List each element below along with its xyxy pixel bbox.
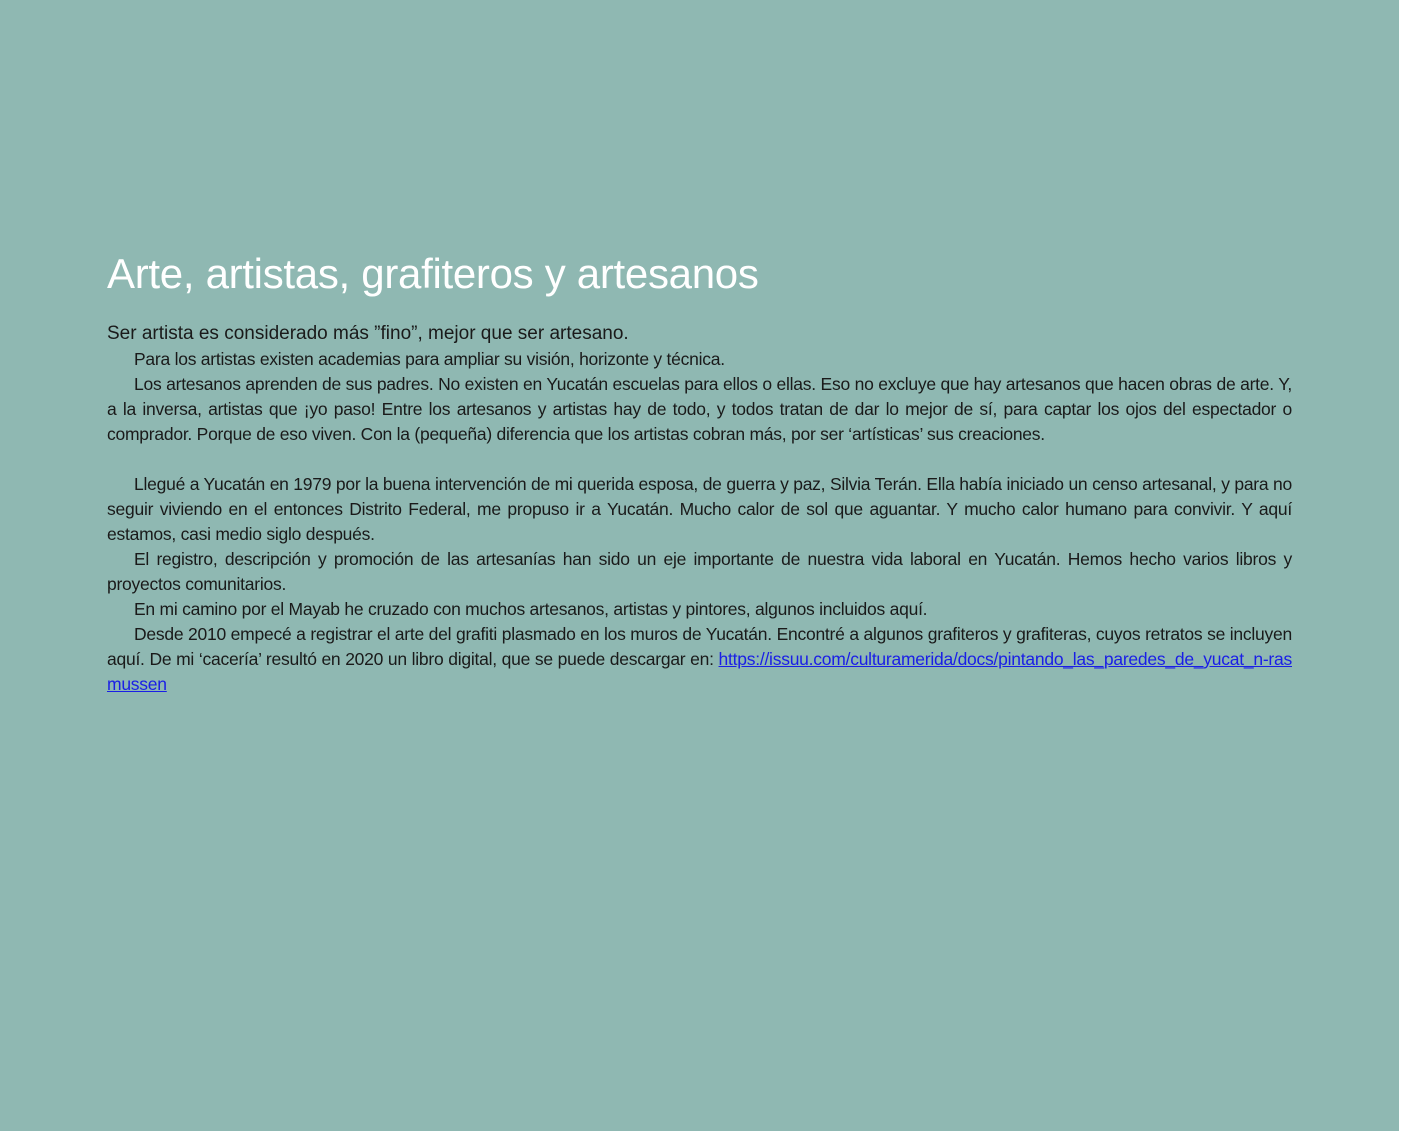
article-body (107, 321, 1292, 697)
paragraph-arrival: Llegué a Yucatán en 1979 por la buena intervención de mi querida esposa, de guerra y paz, Silvia Terán. Ella había iniciado un censo artesanal, y para no seguir viviendo en el entonces Distrito Federal, me propuso ir a Yucatán. Mucho calor de sol que aguantar. Y mucho calor humano para convivir. Y aquí estamos, casi medio siglo después. (107, 474, 1292, 544)
paragraph-mayab: En mi camino por el Mayab he cruzado con muchos artesanos, artistas y pintores, algunos incluidos aquí. (134, 599, 928, 619)
paragraph-artisans: Los artesanos aprenden de sus padres. No existen en Yucatán escuelas para ellos o ellas. Eso no excluye que hay artesanos que hacen obras de arte. Y, a la inversa, artistas que ¡yo paso! Entre los artesanos y artistas hay de todo, y todos tratan de dar lo mejor de sí, para captar los ojos del espectador o comprador. Porque de eso viven. Con la (pequeña) diferencia que los artistas cobran más, por ser ‘artísticas’ sus creaciones. (107, 374, 1292, 444)
page-title: Arte, artistas, grafiteros y artesanos (107, 250, 759, 297)
lead-paragraph: Ser artista es considerado más ”fino”, mejor que ser artesano. (107, 323, 629, 344)
paragraph-academies: Para los artistas existen academias para ampliar su visión, horizonte y técnica. (134, 349, 725, 369)
paragraph-registry: El registro, descripción y promoción de las artesanías han sido un eje importante de nuestra vida laboral en Yucatán. Hemos hecho varios libros y proyectos comunitarios. (107, 549, 1292, 594)
paragraph-graffiti-text: Desde 2010 empecé a registrar el arte del grafiti plasmado en los muros de Yucatán. Encontré a algunos grafiteros y grafiteras, cuyos retratos se incluyen aquí. De mi ‘cacería’ resultó en 2020 un libro digital, que se puede descargar en: (107, 624, 1292, 669)
paragraph-graffiti (107, 622, 1292, 697)
download-link[interactable]: https://issuu.com/culturamerida/docs/pintando_las_paredes_de_yucat_n-rasmussen (107, 649, 1292, 694)
